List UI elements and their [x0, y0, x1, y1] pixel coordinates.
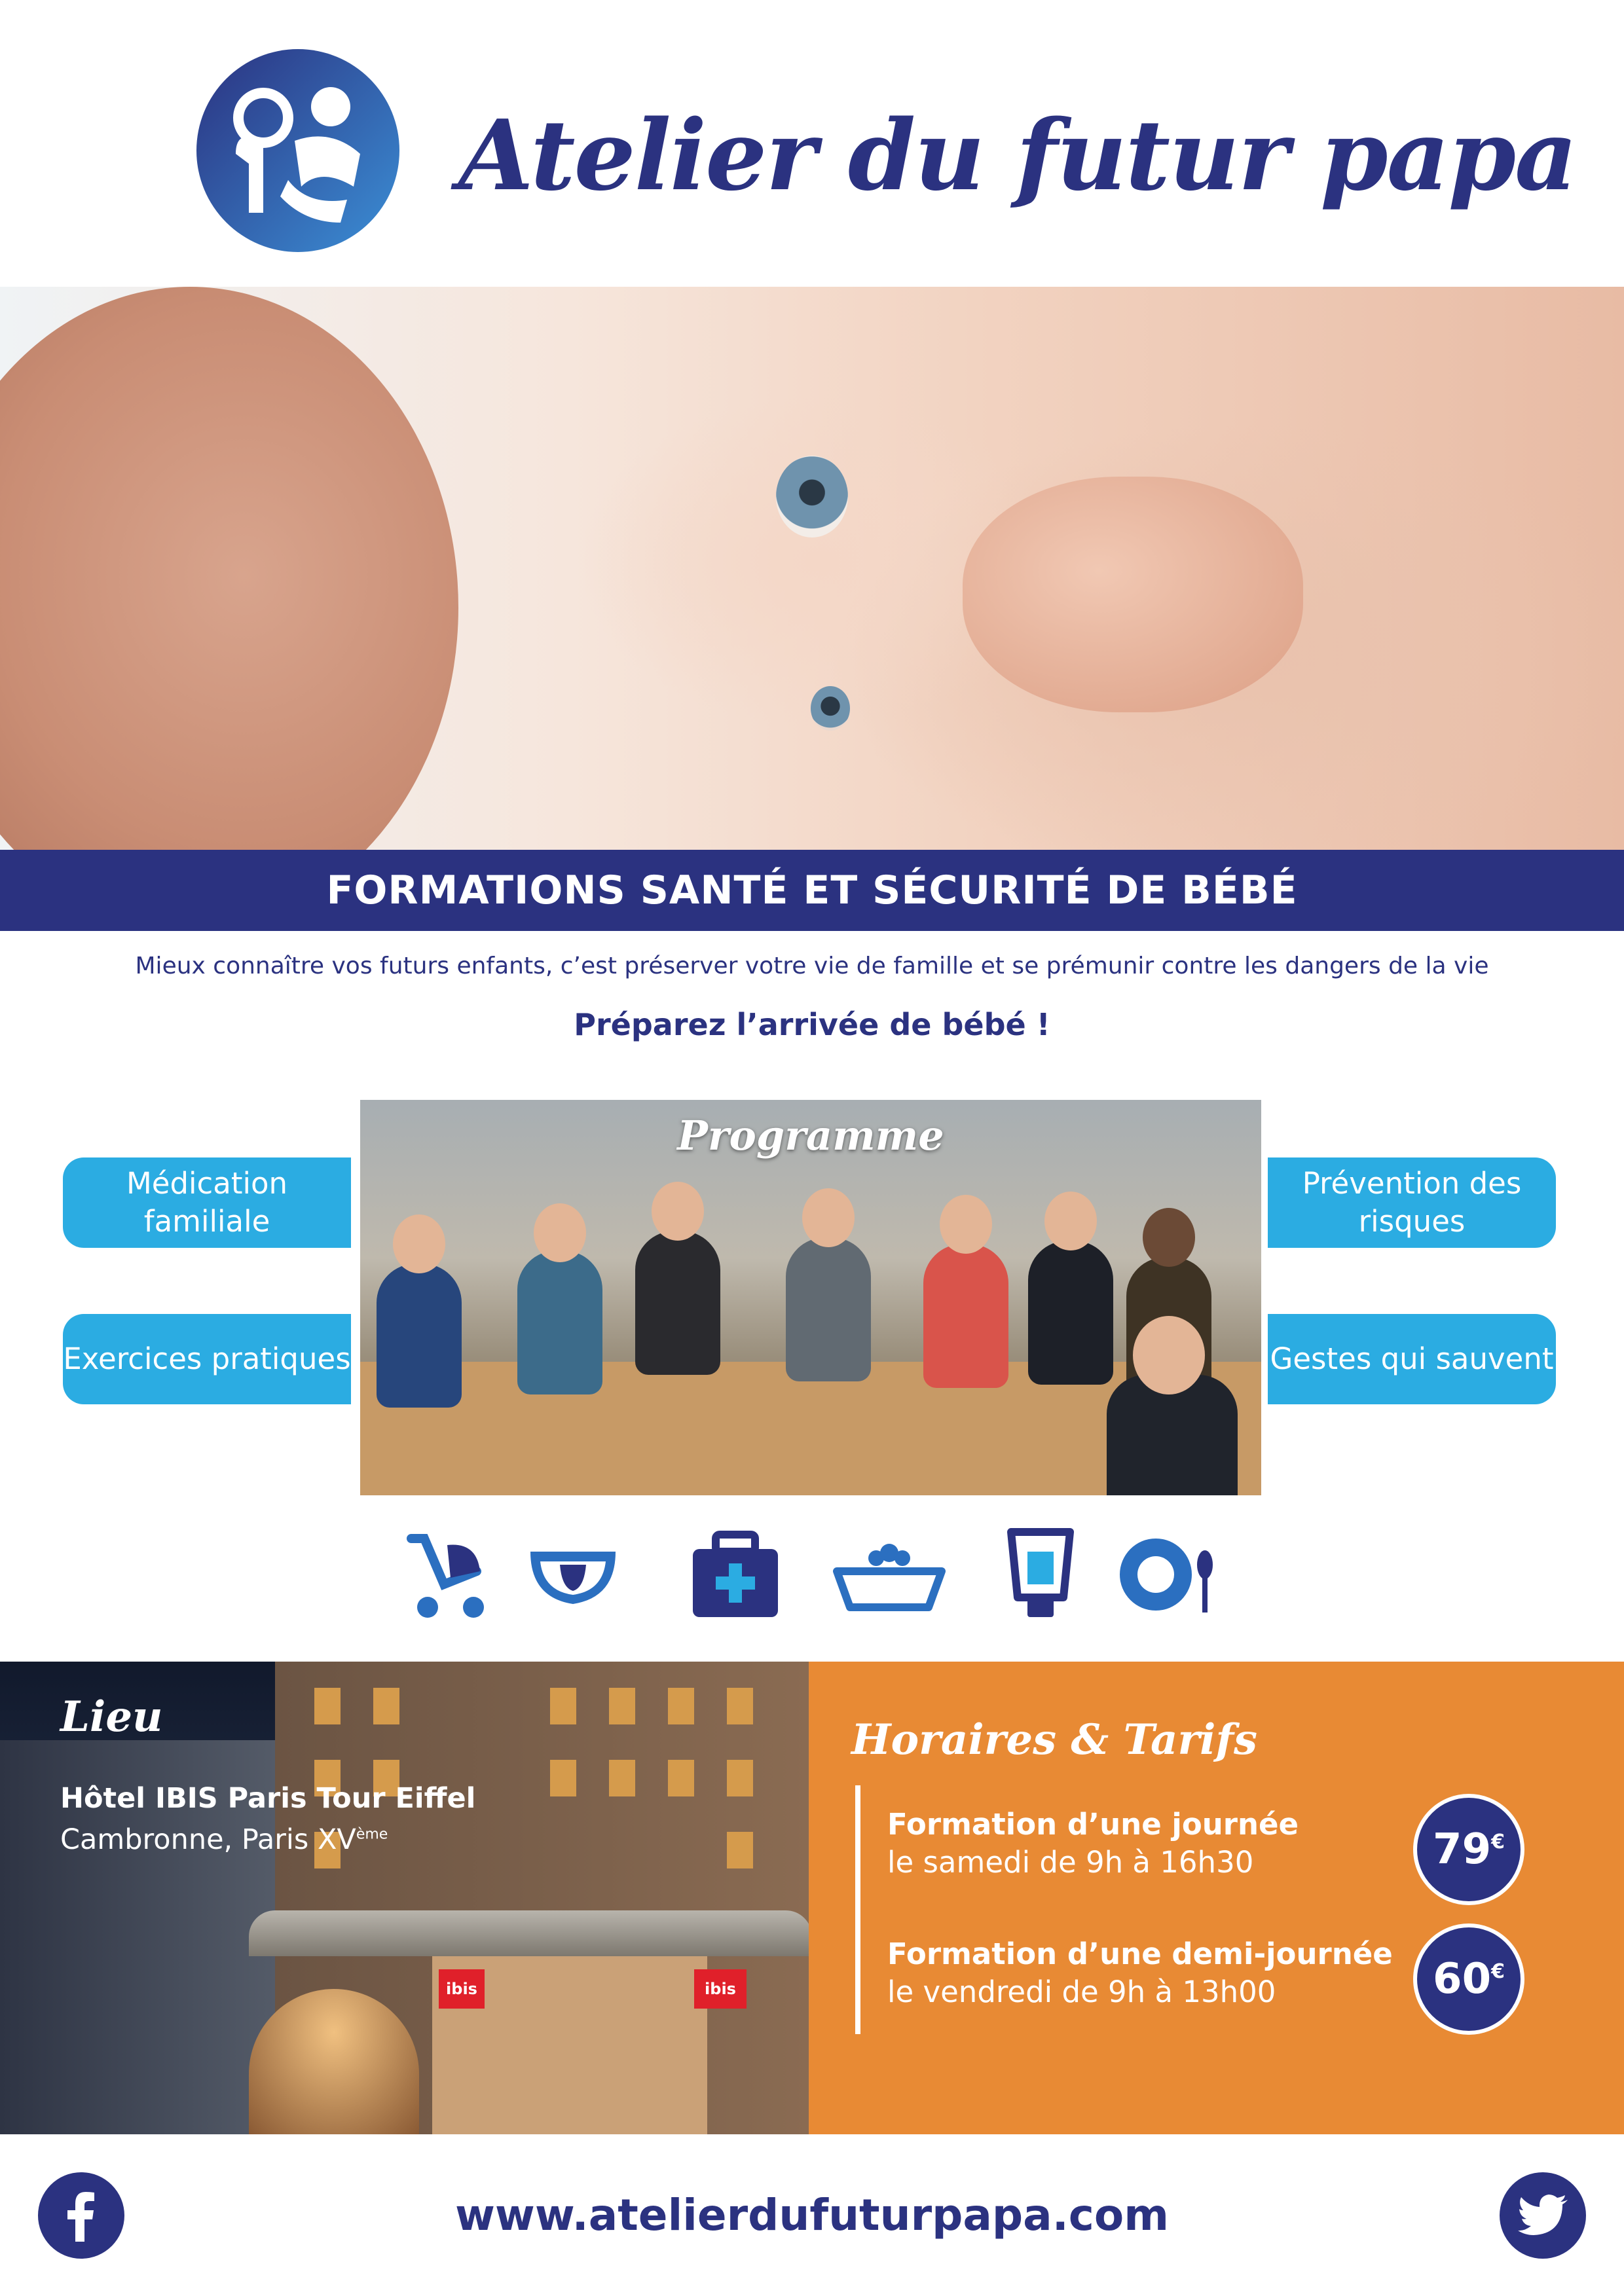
price-currency: € — [1491, 1959, 1505, 1983]
offer-schedule: le samedi de 9h à 16h30 — [887, 1845, 1254, 1880]
brand-name: Atelier du futur papa — [458, 98, 1576, 212]
programme-title: Programme — [677, 1112, 944, 1159]
price-value: 60 — [1433, 1955, 1492, 2003]
price-badge — [1413, 1923, 1524, 2035]
venue-address — [60, 1823, 388, 1856]
first-aid-kit-icon — [686, 1525, 784, 1624]
programme-item-prevention — [1268, 1157, 1556, 1248]
participant-head — [802, 1188, 855, 1247]
schedule-divider — [855, 1785, 860, 2034]
programme-item-medication — [63, 1157, 351, 1248]
offer-schedule: le vendredi de 9h à 13h00 — [887, 1975, 1276, 2009]
offer-title: Formation d’une demi-journée — [887, 1937, 1393, 1971]
programme-item-label: Exercices pratiques — [63, 1341, 351, 1376]
participant-head — [940, 1195, 992, 1254]
programme-photo — [360, 1100, 1261, 1495]
baby-fist — [963, 477, 1303, 712]
participant — [1028, 1241, 1113, 1385]
participant — [923, 1244, 1008, 1388]
diaper-icon — [524, 1525, 622, 1624]
participant — [635, 1231, 720, 1375]
participant — [377, 1264, 462, 1408]
ibis-sign: ibis — [694, 1969, 747, 2009]
twitter-icon[interactable] — [1500, 2172, 1586, 2259]
venue-label: Lieu — [60, 1692, 163, 1741]
programme-item-first-aid — [1268, 1314, 1556, 1404]
baby-bath-icon — [830, 1525, 948, 1624]
offer-title: Formation d’une journée — [887, 1807, 1299, 1842]
plate-spoon-icon — [1113, 1525, 1218, 1624]
programme-item-label: Médication familiale — [126, 1166, 288, 1239]
participant — [517, 1250, 602, 1394]
participant-head — [1133, 1316, 1205, 1394]
programme-item-exercises — [63, 1314, 351, 1404]
price-value: 79 — [1433, 1825, 1492, 1874]
price-currency: € — [1491, 1830, 1505, 1853]
baby-eye — [776, 456, 848, 538]
ibis-sign: ibis — [439, 1969, 485, 2009]
participant-head — [534, 1203, 586, 1262]
website-link[interactable]: www.atelierdufuturpapa.com — [454, 2190, 1170, 2240]
programme-item-label: Gestes qui sauvent — [1270, 1341, 1554, 1376]
stroller-icon — [398, 1525, 496, 1624]
venue-address-text: Cambronne, Paris XV — [60, 1823, 356, 1856]
schedule-label: Horaires & Tarifs — [851, 1715, 1258, 1764]
participant-head — [1044, 1192, 1097, 1250]
participant-head — [393, 1214, 445, 1273]
section-title-band: FORMATIONS SANTÉ ET SÉCURITÉ DE BÉBÉ — [0, 850, 1624, 931]
cream-tube-icon — [991, 1525, 1090, 1624]
venue-address-suffix: ème — [356, 1826, 388, 1843]
programme-item-label: Prévention des risques — [1302, 1166, 1522, 1239]
entrance-canopy — [249, 1910, 809, 1956]
venue-name: Hôtel IBIS Paris Tour Eiffel — [60, 1782, 476, 1815]
participant-head — [652, 1182, 704, 1241]
baby-eye-closed — [811, 686, 850, 731]
participant — [786, 1237, 871, 1381]
call-to-action: Préparez l’arrivée de bébé ! — [574, 1007, 1050, 1042]
brand-logo — [196, 49, 399, 252]
hero-photo — [0, 287, 1624, 850]
participant-head — [1143, 1208, 1195, 1267]
tagline: Mieux connaître vos futurs enfants, c’est préserver votre vie de famille et se prémunir contre les dangers de la vie — [135, 953, 1489, 979]
father-face — [0, 287, 458, 850]
price-badge — [1413, 1794, 1524, 1905]
